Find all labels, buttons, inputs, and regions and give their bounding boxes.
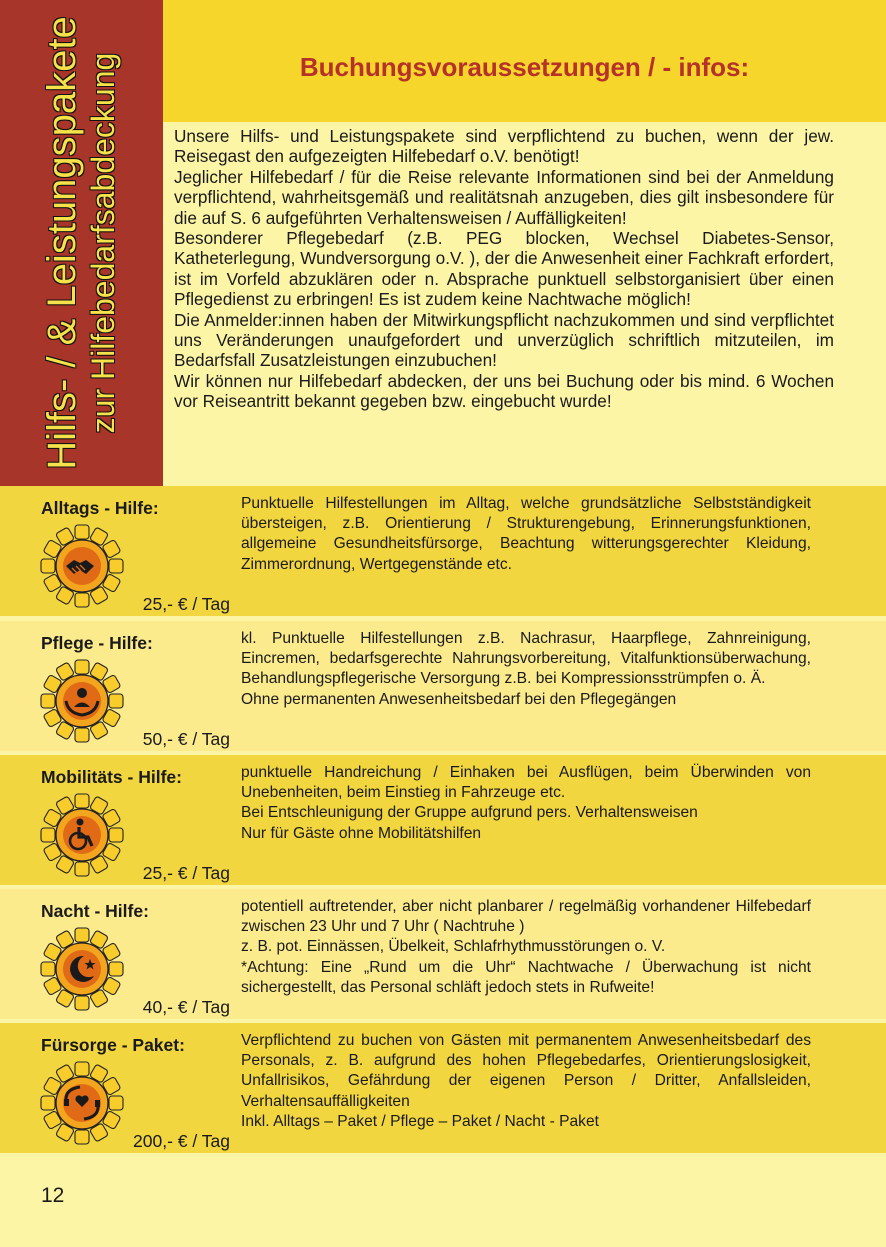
package-price: 25,- € / Tag [142,863,230,883]
description-line: potentiell auftretender, aber nicht planbarer / regelmäßig vorhandener Hilfebedarf zwischen 23 Uhr und 7 Uhr ( Nachtruhe ) [241,898,811,936]
sidebar-banner [0,0,163,486]
package-description [241,629,811,710]
package-price: 40,- € / Tag [142,997,230,1017]
header-band [163,0,886,122]
package-title: Fürsorge - Paket: [41,1035,185,1055]
page-title: Buchungsvoraussetzungen / - infos: [299,52,750,82]
intro-paragraph: Unsere Hilfs- und Leistungspakete sind verpflichtend zu buchen, wenn der jew. Reisegast den aufgezeigten Hilfebedarf o.V. benötigt! [174,126,834,167]
package-nacht [0,889,886,1019]
sidebar-title-line1: Hilfs- / & Leistungspakete [40,16,84,470]
description-line: Inkl. Alltags – Paket / Pflege – Paket / Nacht - Paket [241,1112,599,1130]
package-pflege [0,621,886,751]
sidebar-title [40,16,122,470]
description-line: Bei Entschleunigung der Gruppe aufgrund pers. Verhaltensweisen [241,804,698,822]
package-alltags [0,486,886,616]
intro-paragraph: Die Anmelder:innen haben der Mitwirkungspflicht nachzukommen und sind verpflichtet uns Veränderungen unaufgefordert und unverzüglich schriftlich mitzuteilen, im Bedarfsfall Zusatzleistungen einzubuchen! [174,309,834,371]
package-title: Mobilitäts - Hilfe: [41,767,182,787]
package-description [241,897,811,998]
intro-paragraph: Besonderer Pflegebedarf (z.B. PEG blocken, Wechsel Diabetes-Sensor, Katheterlegung, Wundversorgung o.V. ), der die Anwesenheit einer Fachkraft erfordert, ist im Vorfeld abzuklären oder n. Absprache punktuell selbstorganisiert über einen Pflegedienst zu erbringen! Es ist zudem keine Nachtwache möglich! [174,228,834,310]
description-line: *Achtung: Eine „Rund um die Uhr“ Nachtwache / Überwachung ist nicht sichergestellt, das Personal schläft jedoch stets in Rufweite! [241,958,811,996]
intro-text [174,126,834,412]
package-price: 200,- € / Tag [133,1131,230,1151]
package-title: Nacht - Hilfe: [41,901,149,921]
description-line: Ohne permanenten Anwesenheitsbedarf bei den Pflegegängen [241,690,677,708]
page-number: 12 [41,1184,65,1207]
package-price: 25,- € / Tag [142,594,230,614]
package-description [241,494,811,575]
description-line: Verpflichtend zu buchen von Gästen mit permanentem Anwesenheitsbedarf des Personals, z. B. aufgrund des hohen Pflegebedarfes, Orientierungslosigkeit, Unfallrisikos, Gefährdung der eigenen Person / Dritter, Anfallsleiden, Verhaltensauffälligkeiten [241,1032,811,1110]
description-line: Nur für Gäste ohne Mobilitätshilfen [241,824,482,842]
package-description [241,1031,811,1132]
description-line: punktuelle Handreichung / Einhaken bei Ausflügen, beim Überwinden von Unebenheiten, beim Einstieg in Fahrzeuge etc. [241,764,811,802]
package-description [241,763,811,844]
intro-paragraph: Jeglicher Hilfebedarf / für die Reise relevante Informationen sind bei der Anmeldung verpflichtend, wahrheitsgemäß und realitätsnah anzugeben, dies gilt insbesondere für die auf S. 6 aufgeführten Verhaltensweisen / Auffälligkeiten! [174,166,834,228]
package-fuersorge [0,1023,886,1153]
package-price: 50,- € / Tag [142,729,230,749]
intro-paragraph: Wir können nur Hilfebedarf abdecken, der uns bei Buchung oder bis mind. 6 Wochen vor Reiseantritt bekannt gegeben bzw. eingebucht wurde! [174,370,834,412]
package-title: Alltags - Hilfe: [41,498,159,518]
package-title: Pflege - Hilfe: [41,633,153,653]
description-line: z. B. pot. Einnässen, Übelkeit, Schlafrhythmusstörungen o. V. [241,938,666,956]
sidebar-title-line2: zur Hilfebedarfsabdeckung [85,52,121,434]
package-mobilitaet [0,755,886,885]
description-line: Punktuelle Hilfestellungen im Alltag, welche grundsätzliche Selbstständigkeit übersteigen, z.B. Orientierung / Strukturengebung, Erinnerungsfunktionen, allgemeine Gesundheitsfürsorge, Beachtung witterungsgerechter Kleidung, Zimmerordnung, Wertgegenstände etc. [241,495,811,573]
description-line: kl. Punktuelle Hilfestellungen z.B. Nachrasur, Haarpflege, Zahnreinigung, Eincremen, bedarfsgerechte Nahrungsvorbereitung, Vitalfunktionsüberwachung, Behandlungspflegerische Versorgung z.B. bei Kompressionsstrümpfen o. Ä. [241,630,811,688]
